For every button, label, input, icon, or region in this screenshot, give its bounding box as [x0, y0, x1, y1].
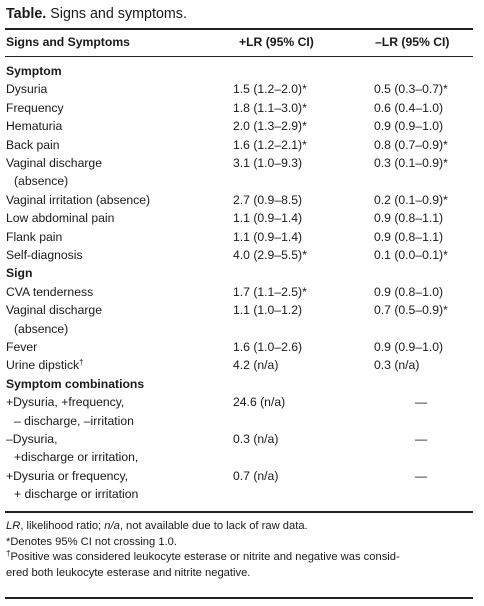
top-rule: [5, 28, 473, 30]
section-row: [0, 375, 484, 393]
table-row: [0, 228, 484, 246]
table-row-continuation: [0, 320, 484, 338]
header-signs-symptoms: Signs and Symptoms: [6, 35, 130, 49]
negative-lr-value: —: [415, 468, 428, 483]
negative-lr-value: 0.3 (n/a): [374, 358, 420, 373]
table-row: [0, 154, 484, 172]
abbr-na: n/a: [104, 520, 120, 532]
caption-label: Table.: [6, 6, 47, 22]
row-label: +Dysuria, +frequency,: [6, 395, 125, 410]
negative-lr-value: 0.5 (0.3–0.7)*: [374, 82, 448, 97]
positive-lr-value: 3.1 (1.0–9.3): [233, 156, 303, 170]
footnote-dagger-1: [6, 550, 476, 566]
abbr-lr-text: , likelihood ratio;: [20, 520, 105, 532]
negative-lr-value: 0.9 (0.8–1.1): [374, 211, 444, 226]
negative-lr-value: 0.2 (0.1–0.9)*: [374, 192, 448, 207]
positive-lr-value: 24.6 (n/a): [233, 395, 286, 410]
table-row-continuation: [0, 448, 484, 466]
positive-lr-value: 1.6 (1.0–2.6): [233, 340, 303, 354]
positive-lr-value: 1.6 (1.2–2.1)*: [233, 137, 307, 152]
row-label: + discharge or irritation: [14, 487, 139, 502]
section-label: Symptom combinations: [6, 376, 145, 391]
negative-lr-value: 0.7 (0.5–0.9)*: [374, 303, 448, 318]
table-caption: [6, 5, 187, 23]
positive-lr-value: 0.7 (n/a): [233, 468, 279, 483]
row-label: Vaginal irritation (absence): [6, 192, 151, 207]
positive-lr-value: 4.2 (n/a): [233, 358, 279, 373]
table-row: [0, 191, 484, 209]
section-row: [0, 264, 484, 282]
row-label: –Dysuria,: [6, 432, 58, 446]
table-row: [0, 209, 484, 227]
row-label: Low abdominal pain: [6, 211, 115, 226]
row-label: (absence): [14, 174, 69, 189]
negative-lr-value: 0.9 (0.9–1.0): [374, 340, 444, 354]
table-row: [0, 283, 484, 301]
negative-lr-value: 0.8 (0.7–0.9)*: [374, 137, 448, 152]
table-row: [0, 136, 484, 154]
header-rule: [5, 56, 473, 57]
row-label: Dysuria: [6, 82, 48, 97]
positive-lr-value: 4.0 (2.9–5.5)*: [233, 248, 307, 262]
row-label: Urine dipstick: [6, 358, 80, 373]
negative-lr-value: 0.9 (0.8–1.1): [374, 229, 444, 244]
table-row: [0, 467, 484, 485]
header-positive-lr: +LR (95% CI): [239, 35, 314, 49]
row-label: +Dysuria or frequency,: [6, 468, 129, 483]
positive-lr-value: 1.8 (1.1–3.0)*: [233, 100, 307, 115]
negative-lr-value: 0.1 (0.0–0.1)*: [374, 248, 448, 262]
table-row: [0, 117, 484, 135]
row-label: Back pain: [6, 137, 60, 152]
table-row: [0, 246, 484, 264]
dagger-text-1: Positive was considered leukocyte esterase or nitrite and negative was consid-: [10, 551, 400, 564]
row-label: Flank pain: [6, 229, 63, 244]
negative-lr-value: —: [415, 432, 428, 446]
table-row-continuation: [0, 412, 484, 430]
row-label: (absence): [14, 321, 69, 336]
header-negative-lr: –LR (95% CI): [375, 35, 450, 49]
row-label: Vaginal discharge: [6, 156, 102, 170]
positive-lr-value: 0.3 (n/a): [233, 432, 279, 446]
row-label: +discharge or irritation,: [14, 450, 139, 465]
footnote-dagger-2: ered both leukocyte esterase and nitrite negative.: [6, 566, 251, 579]
negative-lr-value: —: [415, 395, 428, 410]
negative-lr-value: 0.6 (0.4–1.0): [374, 100, 444, 115]
table-row: [0, 338, 484, 356]
positive-lr-value: 1.1 (0.9–1.4): [233, 211, 303, 226]
row-label: – discharge, –irritation: [14, 413, 134, 428]
abbr-na-text: , not available due to lack of raw data.: [119, 520, 308, 532]
negative-lr-value: 0.9 (0.8–1.0): [374, 284, 444, 299]
negative-lr-value: 0.9 (0.9–1.0): [374, 119, 444, 134]
row-label: Vaginal discharge: [6, 303, 102, 318]
bottom-rule: [5, 511, 473, 513]
table-row-continuation: [0, 172, 484, 190]
positive-lr-value: 2.0 (1.3–2.9)*: [233, 119, 307, 134]
negative-lr-value: 0.3 (0.1–0.9)*: [374, 156, 448, 170]
section-label: Sign: [6, 266, 33, 281]
positive-lr-value: 2.7 (0.9–8.5): [233, 192, 303, 207]
section-row: [0, 62, 484, 80]
positive-lr-value: 1.5 (1.2–2.0)*: [233, 82, 307, 97]
row-label: CVA tenderness: [6, 284, 94, 299]
abbr-lr: LR: [6, 520, 21, 532]
dagger-mark: †: [6, 549, 11, 559]
caption-title: Signs and symptoms.: [50, 6, 187, 22]
row-label: Fever: [6, 340, 38, 354]
footnote-star: *Denotes 95% CI not crossing 1.0.: [6, 535, 178, 548]
positive-lr-value: 1.1 (1.0–1.2): [233, 303, 303, 318]
table-row: [0, 301, 484, 319]
table-footnotes: [6, 519, 476, 581]
row-label: Hematuria: [6, 119, 63, 134]
row-label: Frequency: [6, 100, 64, 115]
section-label: Symptom: [6, 64, 62, 78]
row-label: Self-diagnosis: [6, 248, 83, 262]
table-row: [0, 430, 484, 448]
table-row: [0, 99, 484, 117]
table-row-continuation: [0, 485, 484, 503]
end-rule: [5, 597, 473, 599]
table-row: Urine dipstick † 4.2 (n/a) 0.3 (n/a): [0, 356, 484, 374]
table-row: [0, 80, 484, 98]
positive-lr-value: 1.1 (0.9–1.4): [233, 229, 303, 244]
footnote-abbreviations: [6, 519, 476, 535]
positive-lr-value: 1.7 (1.1–2.5)*: [233, 284, 307, 299]
table-row: [0, 393, 484, 411]
